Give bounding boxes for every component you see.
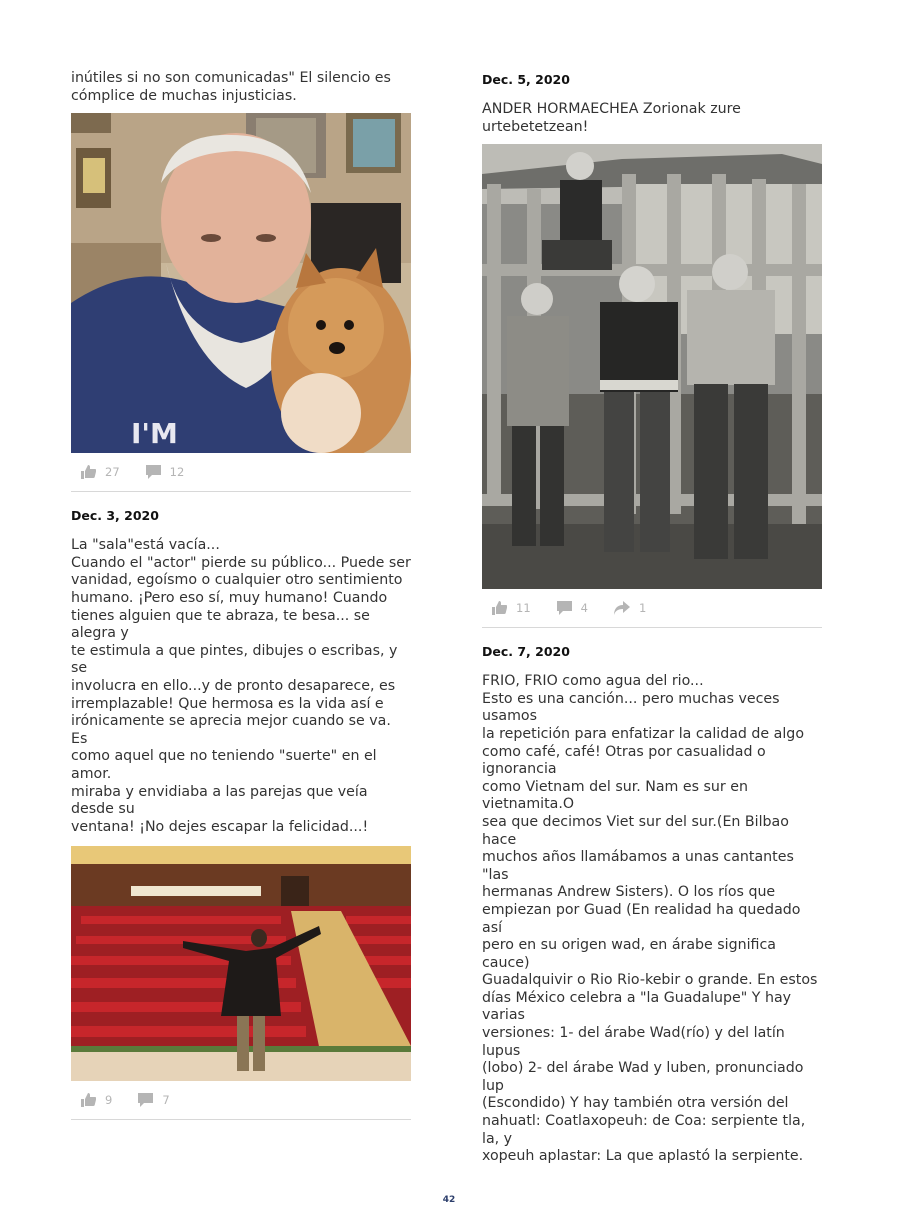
photo-four-boys[interactable]: [482, 144, 822, 589]
like-count: 11: [516, 601, 531, 616]
page-number: 42: [442, 1195, 456, 1205]
post-stats: [71, 453, 411, 492]
comment-count: 7: [162, 1093, 170, 1108]
share-button[interactable]: [614, 601, 646, 615]
share-icon: [614, 601, 630, 615]
share-count: 1: [638, 601, 647, 616]
svg-text:I'M: I'M: [131, 417, 178, 451]
comment-count: 4: [580, 601, 588, 616]
left-column: [71, 70, 411, 1120]
like-button[interactable]: [81, 1093, 112, 1107]
comment-icon: [557, 601, 572, 615]
like-button[interactable]: [492, 601, 531, 615]
intro-text: inútiles si no son comunicadas" El silencio es cómplice de muchas injusticias.: [71, 70, 391, 104]
thumbs-up-icon: [81, 465, 96, 479]
post-date: Dec. 3, 2020: [71, 508, 159, 524]
post-date: Dec. 5, 2020: [482, 72, 570, 87]
auditorium-image: [71, 846, 411, 1081]
thumbs-up-icon: [81, 1093, 96, 1107]
like-button[interactable]: [81, 465, 120, 479]
right-column: [482, 70, 822, 1166]
like-count: 27: [105, 465, 120, 480]
comment-count: 12: [169, 465, 185, 480]
post-stats: [482, 589, 822, 628]
post-stats: [71, 1081, 411, 1120]
comment-button[interactable]: [138, 1093, 169, 1107]
comment-button[interactable]: [557, 601, 588, 615]
photo-auditorium[interactable]: [71, 846, 411, 1081]
like-count: 9: [105, 1093, 113, 1108]
post-text: FRIO, FRIO como agua del rio... Esto es una canción... pero muchas veces usamos la repetición para enfatizar la calidad de algo como café, café! Otras por casualidad o ignorancia como Vietnam del sur. Nam es sur en vietnamita.O sea que decimos Viet sur del sur.(En Bilbao hace muchos años llamábamos a unas cantantes "las hermanas Andrew Sisters). O los ríos que empiezan por Guad (En realidad ha quedado así pero en su origen wad, en árabe significa cauce) Guadalquivir o Rio Rio-kebir o grande. En estos días México celebra a "la Guadalupe" Y hay varias versiones: 1- del árabe Wad(río) y del latín lupus (lobo) 2- del árabe Wad y luben, pronunciado lup (Escondido) Y hay también otra versión del nahuatl: Coatlaxopeuh: de Coa: serpiente tla, la, y xopeuh aplastar: La que aplastó la serpiente.: [482, 673, 818, 1165]
comment-icon: [138, 1093, 153, 1107]
photo-man-with-dog[interactable]: [71, 113, 411, 453]
four-boys-image: [482, 144, 822, 589]
post-date: Dec. 7, 2020: [482, 644, 570, 660]
post-text: ANDER HORMAECHEA Zorionak zure urtebetetzean!: [482, 101, 741, 135]
post-text: La "sala"está vacía... Cuando el "actor" pierde su público... Puede ser vanidad, egoísmo o cualquier otro sentimiento humano. ¡Pero eso sí, muy humano! Cuando tienes alguien que te abraza, te besa... se alegra y te estimula a que pintes, dibujes o escribas, y se involucra en ello...y de pronto desaparece, es irremplazable! Que hermosa es la vida así e irónicamente se aprecia mejor cuando se va. Es como aquel que no teniendo "suerte" en el amor. miraba y envidiaba a las parejas que veía desde su ventana! ¡No dejes escapar la felicidad...!: [71, 537, 411, 835]
thumbs-up-icon: [492, 601, 507, 615]
comment-button[interactable]: [146, 465, 185, 479]
comment-icon: [146, 465, 161, 479]
man-with-dog-image: [71, 113, 411, 453]
